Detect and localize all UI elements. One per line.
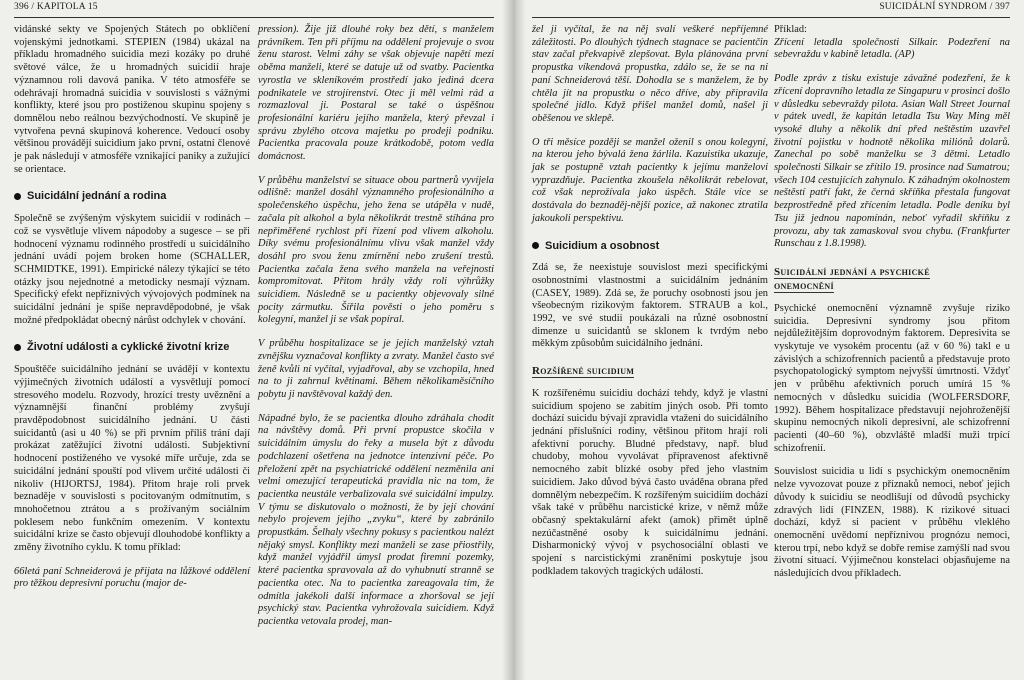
subsection-heading-mental-illness: Suicidální jednání a psychické onemocnění xyxy=(774,265,930,292)
case-paragraph: V průběhu hospitalizace se je jejich manželský vztah zvnějšku vyznačoval konflikty a zvraty. Manžel často své ženě kvůli ní vyčítal, vyjadřoval, aby se vzchopila, hned na to ji zahrnul květinami. Během několikaměsíčního pobytu ji navštěvoval každý den. xyxy=(258,338,494,400)
paragraph: Psychické onemocnění významně zvyšuje riziko suicidia. Depresivní syndromy jsou přitom nejdůležitějším doprovodným faktorem. Depresivita se vyskytuje ve vysokém procentu (až v 60 %) takl e u závislých a schizofrenních pacientů a představuje proto psychopatologický symptom nejvyšší úmrtnosti. Vždyť jen v průběhu afektivních poruch umírá 15 % nemocných v důsledku suicidia (WOLFERSDORF, 1992). Během hospitalizace představují nejohroženější skupinu nemocných nikoli depresivní, ale schizofrenní pacienti (40–60 %), obzvláště mladší muži trpící schizofrenií. xyxy=(774,302,1010,454)
case-paragraph: pression). Žije již dlouhé roky bez dětí, s manželem právníkem. Ten při příjmu na oddělení projevuje o svou ženu starost. Velmi záhy se však objevuje napětí mezi oběma manželi, které se datuje už od svatby. Pacientka vyrostla ve skleníkovém prostředí jako jediná dcera podnikatele ve strojírenství. Otec ji měl velmi rád a rozmazloval ji. Postaral se také o úspěšnou profesionální kariéru jejího manžela, který převzal i správu zbylého otcova majetku po prodeji podniku. Pacientka pracovala pouze krátkodobě, potom vedla domácnost. xyxy=(258,24,494,163)
bullet-icon xyxy=(532,242,539,249)
paragraph: K rozšířenému suicidiu dochází tehdy, když je vlastní suicidium spojeno se zabitím jiných osob. Při tomto dochází suicidu bývají zpravidla vtaženi do suicidálního jednání příslušníci rodiny, většinou přitom hrají roli afektivní poruchy. Bludné představy, např. blud chudoby, mohou vyvolávat přípravenost afektivně nemocného zabít blízké osoby před jeho vlastním suicidiem. Jako důvod bývá často uváděna obrana před domnělým nebezpečím. K rozšířeným suicidiím dochází však také v průběhu narcistické krize, v němž může občasný spektakulární afekt (amok) přimět úplně nezúčastněné osoby k suicidálnímu jednání. Disharmonický vývoj v psychosociální oblasti ve spojení s narcistickými zraněními poskytuje jsou podkladem takových tragických událostí. xyxy=(532,387,768,577)
example-paragraph: Podle zpráv z tisku existuje závažné podezření, že k zřícení dopravního letadla ze Singapuru v prosinci došlo v důsledku sebevraždy pilota. Asian Wall Street Journal v pátek uvedl, že kapitán letadla Tsu Way Ming měl vysoké dluhy a několik dní před neštěstím uzavřel životní pojistku v hodnotě několika miliónů dolarů. Zanechal po sobě manželku se 3 dětmi. Letadlo společnosti Silkair se zřítilo 19. prosince nad Sumatrou; všech 104 cestujících zahynulo. K záhadným okolnostem neštěstí patří fakt, že černá skříňka přestala fungovat bezprostředně před zřícením letadla. Podle deníku byl Tsu již jednou napomínán, neboť vyřadil skříňku z provozu, aby tak zamaskoval svou chybu. (Frankfurter Runschau z 1.8.1998). xyxy=(774,73,1010,250)
bullet-icon xyxy=(14,193,21,200)
case-paragraph: žel ji vyčítal, že na něj svalí veškeré nepříjemné záležitosti. Po dlouhých týdnech stagnace se pacientčin stav začal překvapivě zlepšovat. Byla plánována první propustka víkendová propustka, zdálo se, že se na ni paní Schneiderová těší. Dohodla se s manželem, že by chtěla jít na propustku o něco dříve, aby připravila společné jídlo. Když přišel manžel domů, našel ji oběšenou ve sklepě. xyxy=(532,24,768,124)
section-heading-family xyxy=(14,190,250,203)
right-page-column-1 xyxy=(532,24,768,578)
example-label: Příklad: xyxy=(774,24,807,35)
left-header-rule xyxy=(14,17,494,18)
section-heading-personality xyxy=(532,240,768,253)
section-heading-text: Suicidium a osobnost xyxy=(545,239,660,252)
book-gutter-shadow xyxy=(502,0,526,680)
case-paragraph: Nápadné bylo, že se pacientka dlouho zdráhala chodit na návštěvy domů. Při první propustce skočila v suicidálním úmyslu do řeky a musela být z důvodu podchlazení ošetřena na jednotce intenzivní péče. Po přeložení zpět na psychiatrické oddělení nezměnila ani velmi omezující terapeutická pravidla nic na tom, že pacientka neustále verbalizovala své suicidální impulzy. V týmu se diskutovalo o možnosti, že by její chování nebylo projevem jejího „zvyku“, které by zabránilo propustkám. Šelhaly všechny pokusy s pacientkou nalézt nějaký smysl. Konflikty mezi manželi se zase přiostřily, když manžel vyjádřil úmysl prodat firemní pozemky, které pacientka spravovala až do vyhubnutí stranně se pacientka otec. Na to pacientka zareagovala tím, že odmítla jakékoli další informace a zhoršoval se její psychický stav. Pacientka vyhrožovala suicidiem. Když pacientka vetovala prodej, man- xyxy=(258,412,494,627)
paragraph: Společně se zvýšeným výskytem suicidií v rodinách – což se vysvětluje vlivem nápodoby a sugesce – se při hodnocení významu rodinného prostředí u suicidálního jednání uvádí pojem broken home (SCHALLER, SCHMIDTKE, 1991). Empirické nálezy týkající se této otázky jsou nejednotné a metodicky nesmají význam. Specifický efekt nepříznivých vývojových podmínek na suicidální jednání je spíše nepravděpodobné, je však možné předpokládat obecný nárůst odchylek v chování. xyxy=(14,213,250,326)
paragraph: vidánské sekty ve Spojených Státech po obklíčení vojenskými jednotkami. STEPIEN (1984) ukázal na příkladu hromadného suicidia mezi kozáky po druhé světové válce, že u hromadných suicidií hraje významnou roli davová panika. V této atmosféře se odehrávají hromadná suicidia v souvislosti s vážnými konflikty, které jsou pro postiženou skupinu spojeny s domnělou nebo reálnou bezvýchodností. Ve skupině je vytvořena pevná skupinová koherence. Vedoucí osoby většinou provádějí suicidium jako první, ostatní členové je pak následují v atmosféře vznikající paniky a zužující se orientace. xyxy=(14,24,250,175)
right-header-rule xyxy=(532,17,1010,18)
section-heading-text: Suicidální jednání a rodina xyxy=(27,190,167,203)
paragraph: Spouštěče suicidálního jednání se uvádějí v kontextu výjimečných životních událostí a vysvětlují pomocí stresového modelu. Rozvody, hrozící tresty uvěznění a významnější finanční problémy zvyšují pravděpodobnost suicidálního jednání. U části suicidantů (asi u 40 %) se při prvním příliš trání dají prokázat zatěžující životní události. Subjektivní hodnocení postiženého ve vysoké míře určuje, zda se suicidální jednání spouští pod vlivem určité události či nikoliv (HIJORTSJ, 1984). Přitom hraje roli prvek beznaděje v souvislosti s pocitovaným odmítnutím, s mnohočetnou ztrátou a s prožívaným sociálním poklesem nebo funkčním omezením. V kontextu suicidální krize se často objevují dlouhodobé konflikty a změny životního cyklu. K tomu příklad: xyxy=(14,364,250,554)
bullet-icon xyxy=(14,344,21,351)
paragraph: Zdá se, že neexistuje souvislost mezi specifickými osobnostními vlastnostmi a suicidálním jednáním (CASEY, 1989). Zdá se, že poruchy osobnosti jsou jen všeobecným rizikovým faktorem. STRAUB a kol., 1992, ve své studii poukázali na různé osobnostní dimenze u suicidantů se sklonem k tvrdým nebo měkkým způsobům suicidálního jednání. xyxy=(532,262,768,350)
case-paragraph: O tři měsíce později se manžel oženil s onou kolegyní, na kterou jeho bývalá žena žárlila. Kazuistika ukazuje, jak se postupně vztah pacientky k jejímu manželovi vyprazdňuje. Pacientka zkoušela několikrát rebelovat, což však neprožívala jako úspěch. Stále více se dostávala do beznaděj-nější pozice, až nakonec ztratila jakoukoli perspektivu. xyxy=(532,136,768,224)
left-page-column-2 xyxy=(258,24,494,629)
example-title: Zřícení letadla společnosti Silkair. Podezření na sebevraždu v kabině letadla. (AP) xyxy=(774,36,1010,61)
subsection-heading-extended-suicide: Rozšířené suicidium xyxy=(532,365,635,378)
case-paragraph: V průběhu manželství se situace obou partnerů vyvíjela odlišně: manžel dosáhl významného profesionálního a společenského úspěchu, jeho žena se utápěla v nudě, začala pít alkohol a byla několikrát trestně stíhána pro nepřiměřené rychlost při řízení pod vlivem alkoholu. Díky svému profesionálnímu vlivu však manžel vždy dosáhl pro svou ženu zmírnění nebo zrušení trestů. Pacientka začala žena svého manžela na veřejnosti kompromitovat. Přitom hrály vždy roli výhrůžky suicidiem. Následně se u pacientky objevovaly silné pocity zármutku. Šířila pověsti o jeho poměru s kolegyní, manžel ji se však popíral. xyxy=(258,174,494,326)
paragraph: Souvislost suicidia u lidí s psychickým onemocněním nelze vyvozovat pouze z příznaků nemoci, neboť jejich důvody k suicidiu se neodlišují od důvodů psychicky zdravých lidí (FINZEN, 1988). K rizikové situaci dochází, když si pacient v průběhu vleklého onemocnění uvědomí nepříznivou prognózu nemoci, kterou trpí, nebo když se dobře remise zamýšlí nad svou životní situací. Výjimečnou konstelaci objasňujeme na následujících dvou příkladech. xyxy=(774,466,1010,580)
right-page-header: SUICIDÁLNÍ SYNDROM / 397 xyxy=(879,2,1010,12)
section-heading-text: Životní události a cyklické životní krize xyxy=(27,341,230,354)
left-page-column-1 xyxy=(14,24,250,591)
left-page-header: 396 / KAPITOLA 15 xyxy=(14,2,98,12)
right-page-column-2 xyxy=(774,24,1010,581)
case-paragraph: 66letá paní Schneiderová je přijata na lůžkové oddělení pro těžkou depresivní poruchu (major de- xyxy=(14,565,250,590)
section-heading-life-events xyxy=(14,341,250,354)
